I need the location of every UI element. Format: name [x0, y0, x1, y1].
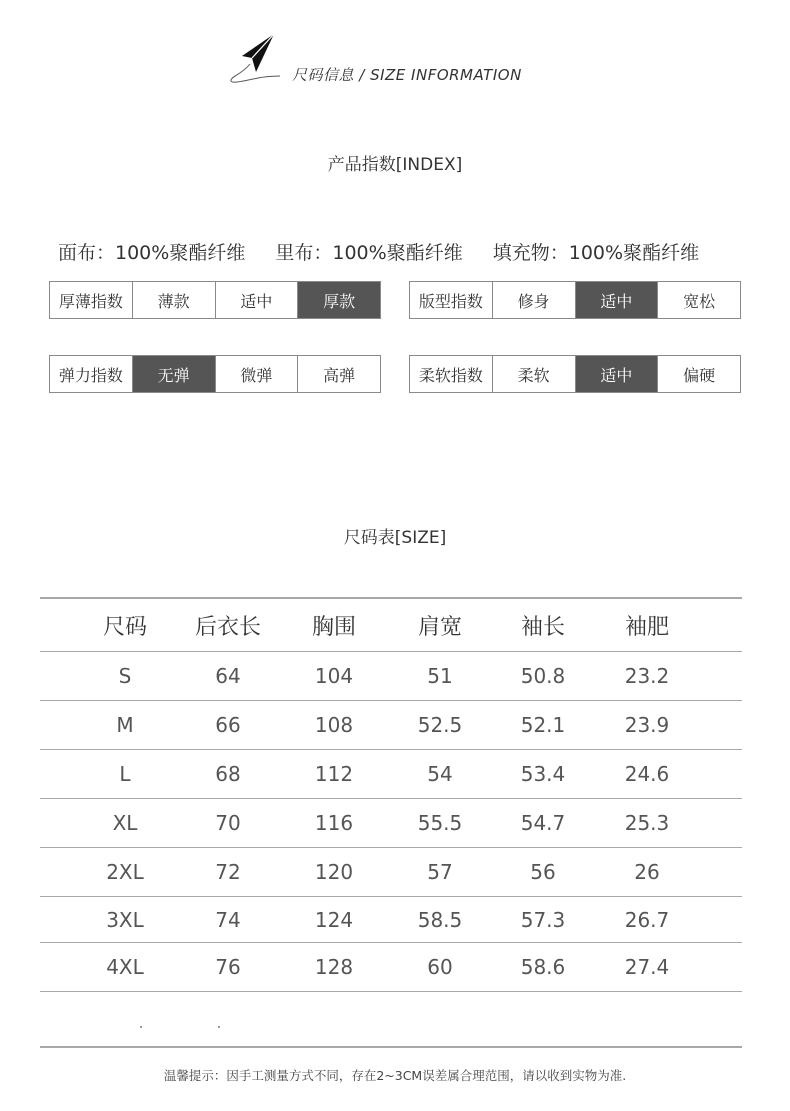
table-cell: 108	[314, 713, 354, 737]
table-cell: 55.5	[417, 811, 463, 835]
table-cell: 54	[427, 762, 453, 786]
table-cell: 68	[215, 762, 241, 786]
table-cell: 76	[215, 955, 241, 979]
table-cell: 23.9	[624, 713, 670, 737]
table-cell: 24.6	[624, 762, 670, 786]
table-cell: 50.8	[520, 664, 566, 688]
table-cell: 25.3	[624, 811, 670, 835]
table-cell: 56	[530, 860, 556, 884]
paper-plane-icon	[228, 30, 280, 86]
index-option: 高弹	[323, 365, 356, 385]
index-option: 无弹	[133, 356, 216, 392]
table-cell: 26	[634, 860, 660, 884]
table-cell: 52.5	[417, 713, 463, 737]
index-option: 适中	[216, 282, 299, 318]
index-section-title: 产品指数[INDEX]	[327, 155, 463, 175]
dot-mark	[140, 1026, 142, 1028]
table-cell: 104	[314, 664, 354, 688]
index-label: 版型指数	[410, 282, 493, 318]
fabric-composition	[58, 238, 723, 265]
fit-index	[409, 281, 741, 319]
index-label: 厚薄指数	[50, 282, 133, 318]
table-row	[40, 848, 742, 897]
table-cell: 57.3	[520, 907, 566, 932]
table-cell: 124	[314, 907, 354, 932]
table-cell: 60	[427, 955, 453, 979]
table-header-cell: 袖肥	[624, 614, 670, 640]
fabric-lining: 里布：100%聚酯纤维	[275, 242, 463, 264]
table-cell: 112	[314, 762, 354, 786]
index-option: 适中	[576, 356, 659, 392]
table-cell: 52.1	[520, 713, 566, 737]
table-cell: 53.4	[520, 762, 566, 786]
table-row	[40, 701, 742, 750]
table-cell: 54.7	[520, 811, 566, 835]
thickness-index	[49, 281, 381, 319]
table-cell: 3XL	[106, 907, 144, 932]
table-header-cell: 尺码	[102, 614, 148, 640]
table-row	[40, 897, 742, 943]
table-cell: M	[116, 713, 134, 737]
index-option: 适中	[576, 282, 659, 318]
table-cell: 72	[215, 860, 241, 884]
index-option: 偏硬	[683, 365, 716, 385]
table-cell: 23.2	[624, 664, 670, 688]
table-cell: 58.6	[520, 955, 566, 979]
fabric-filling: 填充物：100%聚酯纤维	[492, 242, 700, 264]
table-header-cell: 后衣长	[194, 614, 262, 640]
index-option: 柔软	[493, 356, 576, 392]
table-row	[40, 799, 742, 848]
table-cell: S	[118, 664, 132, 688]
measurement-note: 温馨提示：因手工测量方式不同，存在2~3CM误差属合理范围，请以收到实物为准.	[163, 1068, 627, 1083]
softness-index	[409, 355, 741, 393]
index-option: 修身	[493, 282, 576, 318]
index-option: 厚款	[298, 282, 380, 318]
table-row	[40, 943, 742, 992]
table-cell: 128	[314, 955, 354, 979]
table-blank-row	[40, 992, 742, 1048]
dot-mark	[218, 1026, 220, 1028]
index-option: 薄款	[133, 282, 216, 318]
table-header-cell: 胸围	[311, 614, 357, 640]
table-cell: 74	[215, 907, 241, 932]
index-label: 柔软指数	[410, 356, 493, 392]
index-label: 弹力指数	[50, 356, 133, 392]
size-table	[40, 597, 742, 1048]
table-header-cell: 袖长	[520, 614, 566, 640]
header-title: 尺码信息 / SIZE INFORMATION	[292, 66, 522, 84]
table-row	[40, 652, 742, 701]
table-cell: 26.7	[624, 907, 670, 932]
table-cell: 58.5	[417, 907, 463, 932]
table-cell: XL	[112, 811, 138, 835]
elasticity-index	[49, 355, 381, 393]
table-header-row	[40, 597, 742, 652]
fabric-shell: 面布：100%聚酯纤维	[58, 242, 246, 264]
index-option: 宽松	[683, 291, 716, 311]
table-cell: 57	[427, 860, 453, 884]
table-cell: 116	[314, 811, 354, 835]
table-cell: 70	[215, 811, 241, 835]
table-cell: 120	[314, 860, 354, 884]
table-cell: L	[119, 762, 131, 786]
size-section-title: 尺码表[SIZE]	[343, 528, 447, 548]
index-option: 微弹	[216, 356, 299, 392]
table-cell: 27.4	[624, 955, 670, 979]
table-cell: 2XL	[106, 860, 144, 884]
table-header-cell: 肩宽	[417, 614, 463, 640]
table-row	[40, 750, 742, 799]
table-cell: 64	[215, 664, 241, 688]
table-cell: 51	[427, 664, 453, 688]
table-cell: 4XL	[106, 955, 144, 979]
table-cell: 66	[215, 713, 241, 737]
